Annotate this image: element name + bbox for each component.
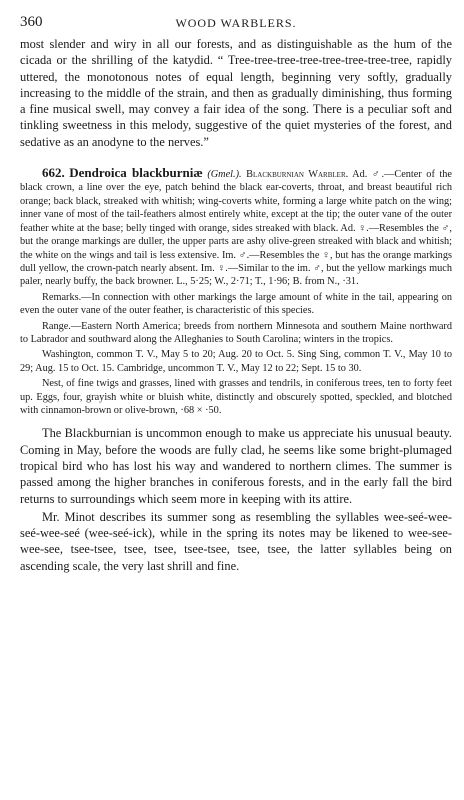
scientific-name: Dendroica blackburniæ xyxy=(69,165,203,181)
records-paragraph: Washington, common T. V., May 5 to 20; Aug. 20 to Oct. 5. Sing Sing, common T. V., May 10 to 29; Aug. 15 to Oct. 15. Cambridge, uncommon T. V., May 12 to 22; Sept. 15 to 30. xyxy=(20,349,452,374)
plumage-description: Ad. ♂.—Center of the black crown, a line over the eye, patch behind the black ear-coverts, throat, and breast beautiful rich orange; back black, streaked with whitish; wing-coverts white, forming a large white patch on the wing; inner vane of most of the tail-feathers almost entirely white, except at the tip; the outer vane of the outer feather white at the base; belly tinged with orange, sides streaked with black. Ad. ♀.—Resembles the ♂, but the orange markings are duller, the upper parts are ashy olive-green streaked with black and whitish; the white on the wings and tail is less extensive. Im. ♂.—Resembles the ♀, but has the orange markings dull yellow, the crown-patch nearly absent. Im. ♀.—Similar to the im. ♂, but the yellow markings much paler, nearly buffy, the back browner. L., 5·25; W., 2·71; T., 1·96; B. from N., ·31. xyxy=(20,169,452,288)
remarks-paragraph: Remarks.—In connection with other markings the large amount of white in the tail, appearing on even the outer vane of the outer feather, is characteristic of this species. xyxy=(20,291,452,317)
body-paragraph-2: Mr. Minot describes its summer song as resembling the syllables wee-seé-wee-seé-wee-seé (wee-seé-ick), while in the spring its notes may be likened to wee-see-wee-see, tsee-tsee, tsee, tsee, tsee-tsee, tsee, tsee, the latter syllables being on ascending scale, the very last shrill and fine. xyxy=(20,509,452,573)
intro-paragraph: most slender and wiry in all our forests, and as distinguishable as the hum of the cicada or the shrilling of the katydid. “ Tree-tree-tree-tree-tree-tree-tree-tree, rapidly uttered, the monotonous notes of equal length, beginning very softly, gradually increasing to the middle of the strain, and then as gradually diminishing, thus forming a fine musical swell, may convey a fair idea of the song. There is a peculiar soft and tinkling sweetness in this melody, suggestive of the quiet mysteries of the forest, and sedative as an anodyne to the nerves.” xyxy=(20,37,452,149)
range-paragraph: Range.—Eastern North America; breeds from northern Minnesota and southern Maine northward to Labrador and southward along the Alleghanies to South Carolina; winters in the tropics. xyxy=(20,320,452,345)
species-author: (Gmel.). xyxy=(207,169,242,181)
page-header xyxy=(20,14,452,36)
species-entry xyxy=(20,166,452,417)
running-title: WOOD WARBLERS. xyxy=(175,16,297,30)
entry-number: 662. xyxy=(42,165,65,181)
nest-paragraph: Nest, of fine twigs and grasses, lined with grasses and tendrils, in coniferous trees, ten to forty feet up. Eggs, four, grayish white or bluish white, distinctly and obscurely spotted, speckled, and blotched with cinnamon-brown or olive-brown, ·68 × ·50. xyxy=(20,378,452,416)
page-number: 360 xyxy=(20,14,43,30)
common-name: Blackburnian Warbler. xyxy=(246,169,349,181)
entry-description-block xyxy=(20,166,452,289)
body-paragraph-1: The Blackburnian is uncommon enough to make us appreciate his unusual beauty. Coming in May, before the woods are fully clad, he seems like some bright-plumaged tropical bird who has lost his way and wandered to northern climes. The summer is passed among the higher branches in coniferous forests, and in the early fall the bird returns to surroundings which seem more in keeping with its attire. xyxy=(20,426,452,506)
